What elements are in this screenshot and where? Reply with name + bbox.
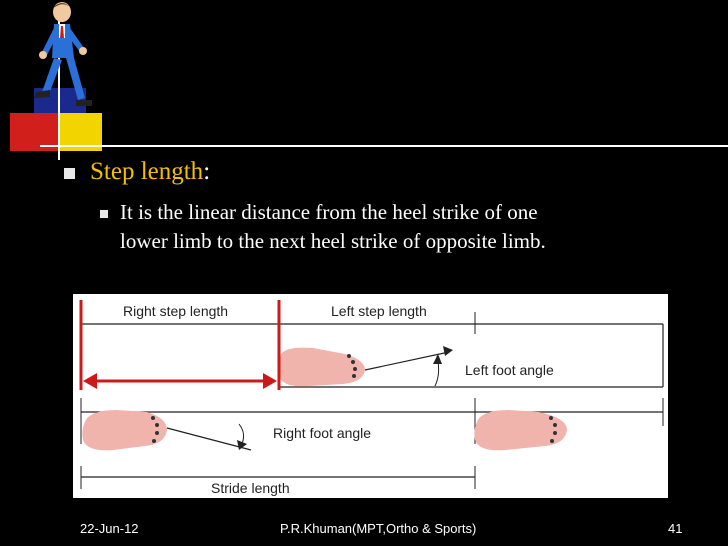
- gait-diagram: [73, 294, 668, 498]
- right-foot-angle-label: Right foot angle: [273, 425, 372, 441]
- gait-diagram-graphic: [73, 294, 668, 498]
- slide-heading: [90, 158, 210, 186]
- stride-length-label: Stride length: [211, 480, 290, 496]
- right-footprint: [82, 410, 167, 450]
- left-footprint: [278, 348, 365, 387]
- walking-man-clipart: [28, 0, 98, 120]
- right-step-length-label: Right step length: [123, 303, 229, 319]
- decor-horizontal-line: [40, 145, 728, 147]
- left-step-length-label: Left step length: [331, 303, 427, 319]
- definition-text: [120, 198, 700, 256]
- sub-bullet-marker: [100, 210, 108, 218]
- bullet-marker: [64, 168, 75, 179]
- footer-date: 22-Jun-12: [80, 521, 139, 536]
- footer-page-number: 41: [668, 521, 683, 536]
- left-foot-angle-label: Left foot angle: [465, 362, 554, 378]
- definition-line-1: It is the linear distance from the heel strike of one: [120, 200, 538, 224]
- definition-line-2: lower limb to the next heel strike of opposite limb.: [120, 229, 546, 253]
- right-footprint-next: [474, 410, 567, 450]
- heading-text: Step length: [90, 158, 204, 185]
- heading-colon: :: [203, 158, 211, 185]
- footer-author: P.R.Khuman(MPT,Ortho & Sports): [280, 521, 477, 536]
